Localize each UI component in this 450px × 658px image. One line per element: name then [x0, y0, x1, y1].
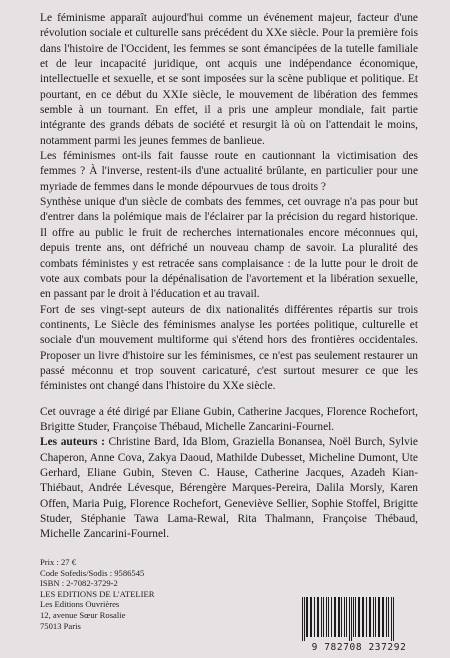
barcode-digits: 9 782708 237292: [311, 642, 407, 653]
publisher-city: 75013 Paris: [40, 620, 81, 631]
paragraph-authors-summary: Fort de ses vingt-sept auteurs de dix nationalités différentes répartis sur trois continents, Le Siècle des féminismes analyse les portées politique, culturelle et sociale d'un mouvement multiforme qui s'étend hors des frontières occidentales. Proposer un livre d'histoire sur les féminismes, ce n'est pas seulement restaurer un passé méconnu et trop souvent caricaturé, c'est surtout mesurer ce que les féministes ont changé dans l'histoire du XXe siècle.: [40, 303, 418, 393]
publisher-caps: LES EDITIONS DE L'ATELIER: [40, 588, 155, 599]
paragraph-intro: Le féminisme apparaît aujourd'hui comme un événement majeur, facteur d'une révolution sociale et culturelle sans précédent du XXe siècle. Pour la première fois dans l'histoire de l'Occident, les femmes se sont émancipées de la tutelle familiale et de leur incapacité juridique, ont acquis une indépendance économique, intellectuelle et sexuelle, et se sont imposées sur la scène publique et politique. Et pourtant, en ce début du XXIe siècle, le mouvement de libération des femmes semble à un tournant. En effet, il a pris une ampleur mondiale, fait partie intégrante des grands débats de société et resurgit là où on l'attendait le moins, notamment parmi les jeunes femmes de banlieue.: [40, 12, 418, 147]
authors-label: Les auteurs :: [40, 436, 105, 449]
isbn: ISBN : 2-7082-3729-2: [40, 578, 118, 589]
paragraph-question: Les féminismes ont-ils fait fausse route en cautionnant la victimisation des femmes ? À l'inverse, restent-ils d'une actualité brûlante, en particulier pour une myriade de femmes dans le monde dépourvues de tous droits ?: [40, 150, 418, 193]
barcode-bars: [296, 597, 422, 641]
authors-paragraph: [40, 435, 418, 542]
colophon: [40, 557, 154, 631]
paragraph-synthesis: Synthèse unique d'un siècle de combats des femmes, cet ouvrage n'a pas pour but d'entrer dans la polémique mais de l'éclairer par la précision du regard historique. Il offre au public le fruit de recherches internationales encore méconnues qui, depuis trente ans, ont défriché un nouveau champ de savoir. La pluralité des combats féministes y est retracée sans complaisance : de la lutte pour le droit de vote aux combats pour la dépénalisation de l'avortement et la libération sexuelle, en passant par le droit à l'éducation et au travail.: [40, 196, 418, 301]
blurb-text: [40, 11, 418, 543]
editors-note: Cet ouvrage a été dirigé par Eliane Gubin, Catherine Jacques, Florence Rochefort, Brigitte Studer, Françoise Thébaud, Michelle Zancarini-Fournel.: [40, 405, 418, 433]
publisher-street: 12, avenue Sœur Rosalie: [40, 609, 126, 620]
barcode: [296, 597, 422, 655]
price: Prix : 27 €: [40, 557, 77, 567]
publisher-name: Les Editions Ouvrières: [40, 599, 120, 610]
authors-list: Christine Bard, Ida Blom, Graziella Bonansea, Noël Burch, Sylvie Chaperon, Anne Cova, Zakya Daoud, Mathilde Dubesset, Micheline Dumont, Ute Gerhard, Eliane Gubin, Steven C. Hause, Catherine Jacques, Azadeh Kian-Thiébaut, Andrée Lévesque, Bérengère Marques-Pereira, Dalila Morsly, Karen Offen, Maria Puig, Florence Rochefort, Geneviève Sellier, Sophie Stoffel, Brigitte Studer, Stéphanie Tawa Lama-Rewal, Rita Thalmann, Françoise Thébaud, Michelle Zancarini-Fournel.: [40, 436, 418, 541]
sofedis-code: Code Sofedis/Sodis : 9586545: [40, 567, 145, 578]
